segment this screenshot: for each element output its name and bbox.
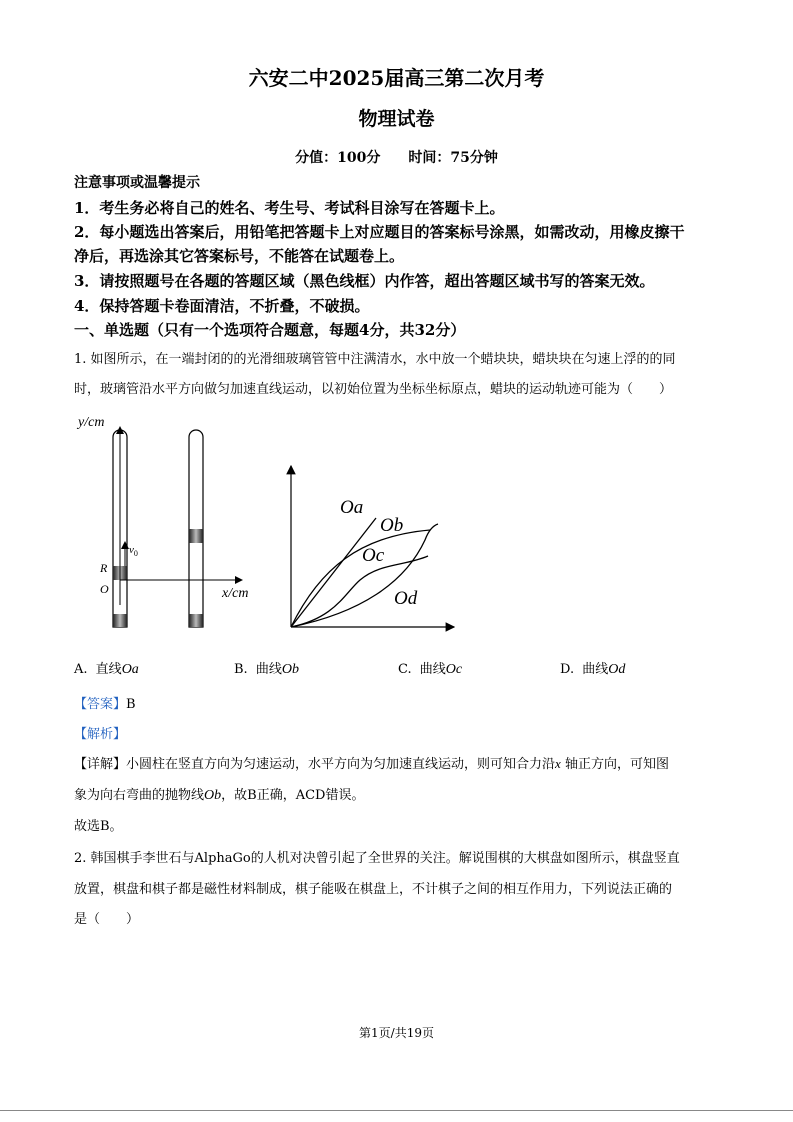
- detail-ob-symbol: Ob: [204, 788, 222, 803]
- note-item: 3．请按照题号在各题的答题区域（黑色线框）内作答，超出答题区域书写的答案无效。: [74, 272, 655, 290]
- curve-oa: [291, 518, 376, 627]
- answer-tag: 【答案】: [74, 697, 127, 712]
- curve-oa-label: Oa: [340, 497, 364, 518]
- note-item: 4．保持答题卡卷面清洁，不折叠，不破损。: [74, 297, 370, 315]
- detail-text-2: 象为向右弯曲的抛物线: [74, 788, 205, 803]
- curve-od: [291, 524, 438, 627]
- detail-text-1-end: 轴正方向，可知图: [560, 757, 669, 772]
- detail-text-2-end: ，故B正确，ACD错误。: [221, 788, 365, 803]
- curve-oc-label: Oc: [362, 545, 385, 566]
- exam-title: 六安二中2025届高三第二次月考: [248, 66, 545, 90]
- note-item: 净后，再选涂其它答案标号，不能答在试题卷上。: [74, 247, 405, 265]
- detail-x-symbol: x: [555, 756, 561, 771]
- detail-tag: 【详解】: [74, 757, 127, 772]
- option-c-symbol: Oc: [445, 662, 463, 677]
- detail-text-1: 小圆柱在竖直方向为匀速运动，水平方向为匀加速直线运动，则可知合力沿: [126, 757, 556, 772]
- answer-value: B: [126, 697, 136, 712]
- option-a[interactable]: [74, 658, 139, 678]
- page-number: 第1页/共19页: [359, 1026, 434, 1040]
- option-b[interactable]: [234, 658, 299, 678]
- option-d[interactable]: [560, 658, 625, 678]
- conclusion: 故选B。: [74, 819, 123, 834]
- wax-block-right: [189, 529, 203, 543]
- section-heading: 一、单选题（只有一个选项符合题意，每题4分，共32分）: [74, 321, 466, 339]
- option-c-text: 曲线: [419, 662, 446, 677]
- option-d-letter: D.: [560, 662, 575, 677]
- tube-plug-right: [189, 614, 203, 627]
- option-a-symbol: Oa: [121, 662, 139, 677]
- option-d-symbol: Od: [608, 662, 626, 677]
- notes-heading: 注意事项或温馨提示: [74, 175, 200, 191]
- option-c[interactable]: [398, 658, 462, 678]
- option-b-letter: B.: [234, 662, 248, 677]
- curve-od-label: Od: [394, 588, 418, 609]
- question-2-line-2: 放置，棋盘和棋子都是磁性材料制成，棋子能吸在棋盘上，不计棋子之间的相互作用力，下列说法正确的: [74, 882, 673, 897]
- question-2-line-1: 2. 韩国棋手李世石与AlphaGo的人机对决曾引起了全世界的关注。解说围棋的大棋盘如图所示，棋盘竖直: [74, 851, 680, 866]
- option-c-letter: C.: [398, 662, 412, 677]
- tube-diagram: [70, 405, 270, 640]
- detail-line-1: [74, 753, 669, 772]
- detail-line-2: [74, 784, 364, 804]
- y-axis-label: y/cm: [78, 415, 105, 430]
- option-b-symbol: Ob: [281, 662, 299, 677]
- curve-ob-label: Ob: [380, 515, 404, 536]
- question-1-line-2: 时，玻璃管沿水平方向做匀加速直线运动，以初始位置为坐标坐标原点，蜡块的运动轨迹可能为（ ）: [74, 382, 673, 397]
- question-2-line-3: 是（ ）: [74, 912, 140, 927]
- x-axis-label: x/cm: [222, 586, 249, 601]
- tube-plug-left: [113, 614, 127, 627]
- r-label: R: [100, 561, 108, 575]
- glass-tube-right: [189, 430, 203, 627]
- option-a-letter: A.: [74, 662, 88, 677]
- option-a-text: 直线: [95, 662, 122, 677]
- question-1-line-1: 1. 如图所示，在一端封闭的的光滑细玻璃管管中注满清水，水中放一个蜡块块，蜡块块在匀速上浮的的同: [74, 352, 676, 367]
- exam-meta: 分值：100分 时间：75分钟: [295, 150, 498, 166]
- exam-subtitle: 物理试卷: [358, 108, 435, 130]
- option-b-text: 曲线: [255, 662, 282, 677]
- o-label: O: [100, 582, 109, 596]
- analysis-tag: 【解析】: [74, 727, 127, 742]
- note-item: 2．每小题选出答案后，用铅笔把答题卡上对应题目的答案标号涂黑，如需改动，用橡皮擦干: [74, 223, 685, 241]
- curve-ob: [291, 530, 430, 627]
- option-d-text: 曲线: [582, 662, 609, 677]
- trajectory-graph: [280, 458, 465, 638]
- footer-divider: [0, 1110, 793, 1111]
- answer-line: [74, 693, 136, 712]
- v0-label: $v_0$: [129, 544, 138, 558]
- note-item: 1．考生务必将自己的姓名、考生号、考试科目涂写在答题卡上。: [74, 199, 505, 217]
